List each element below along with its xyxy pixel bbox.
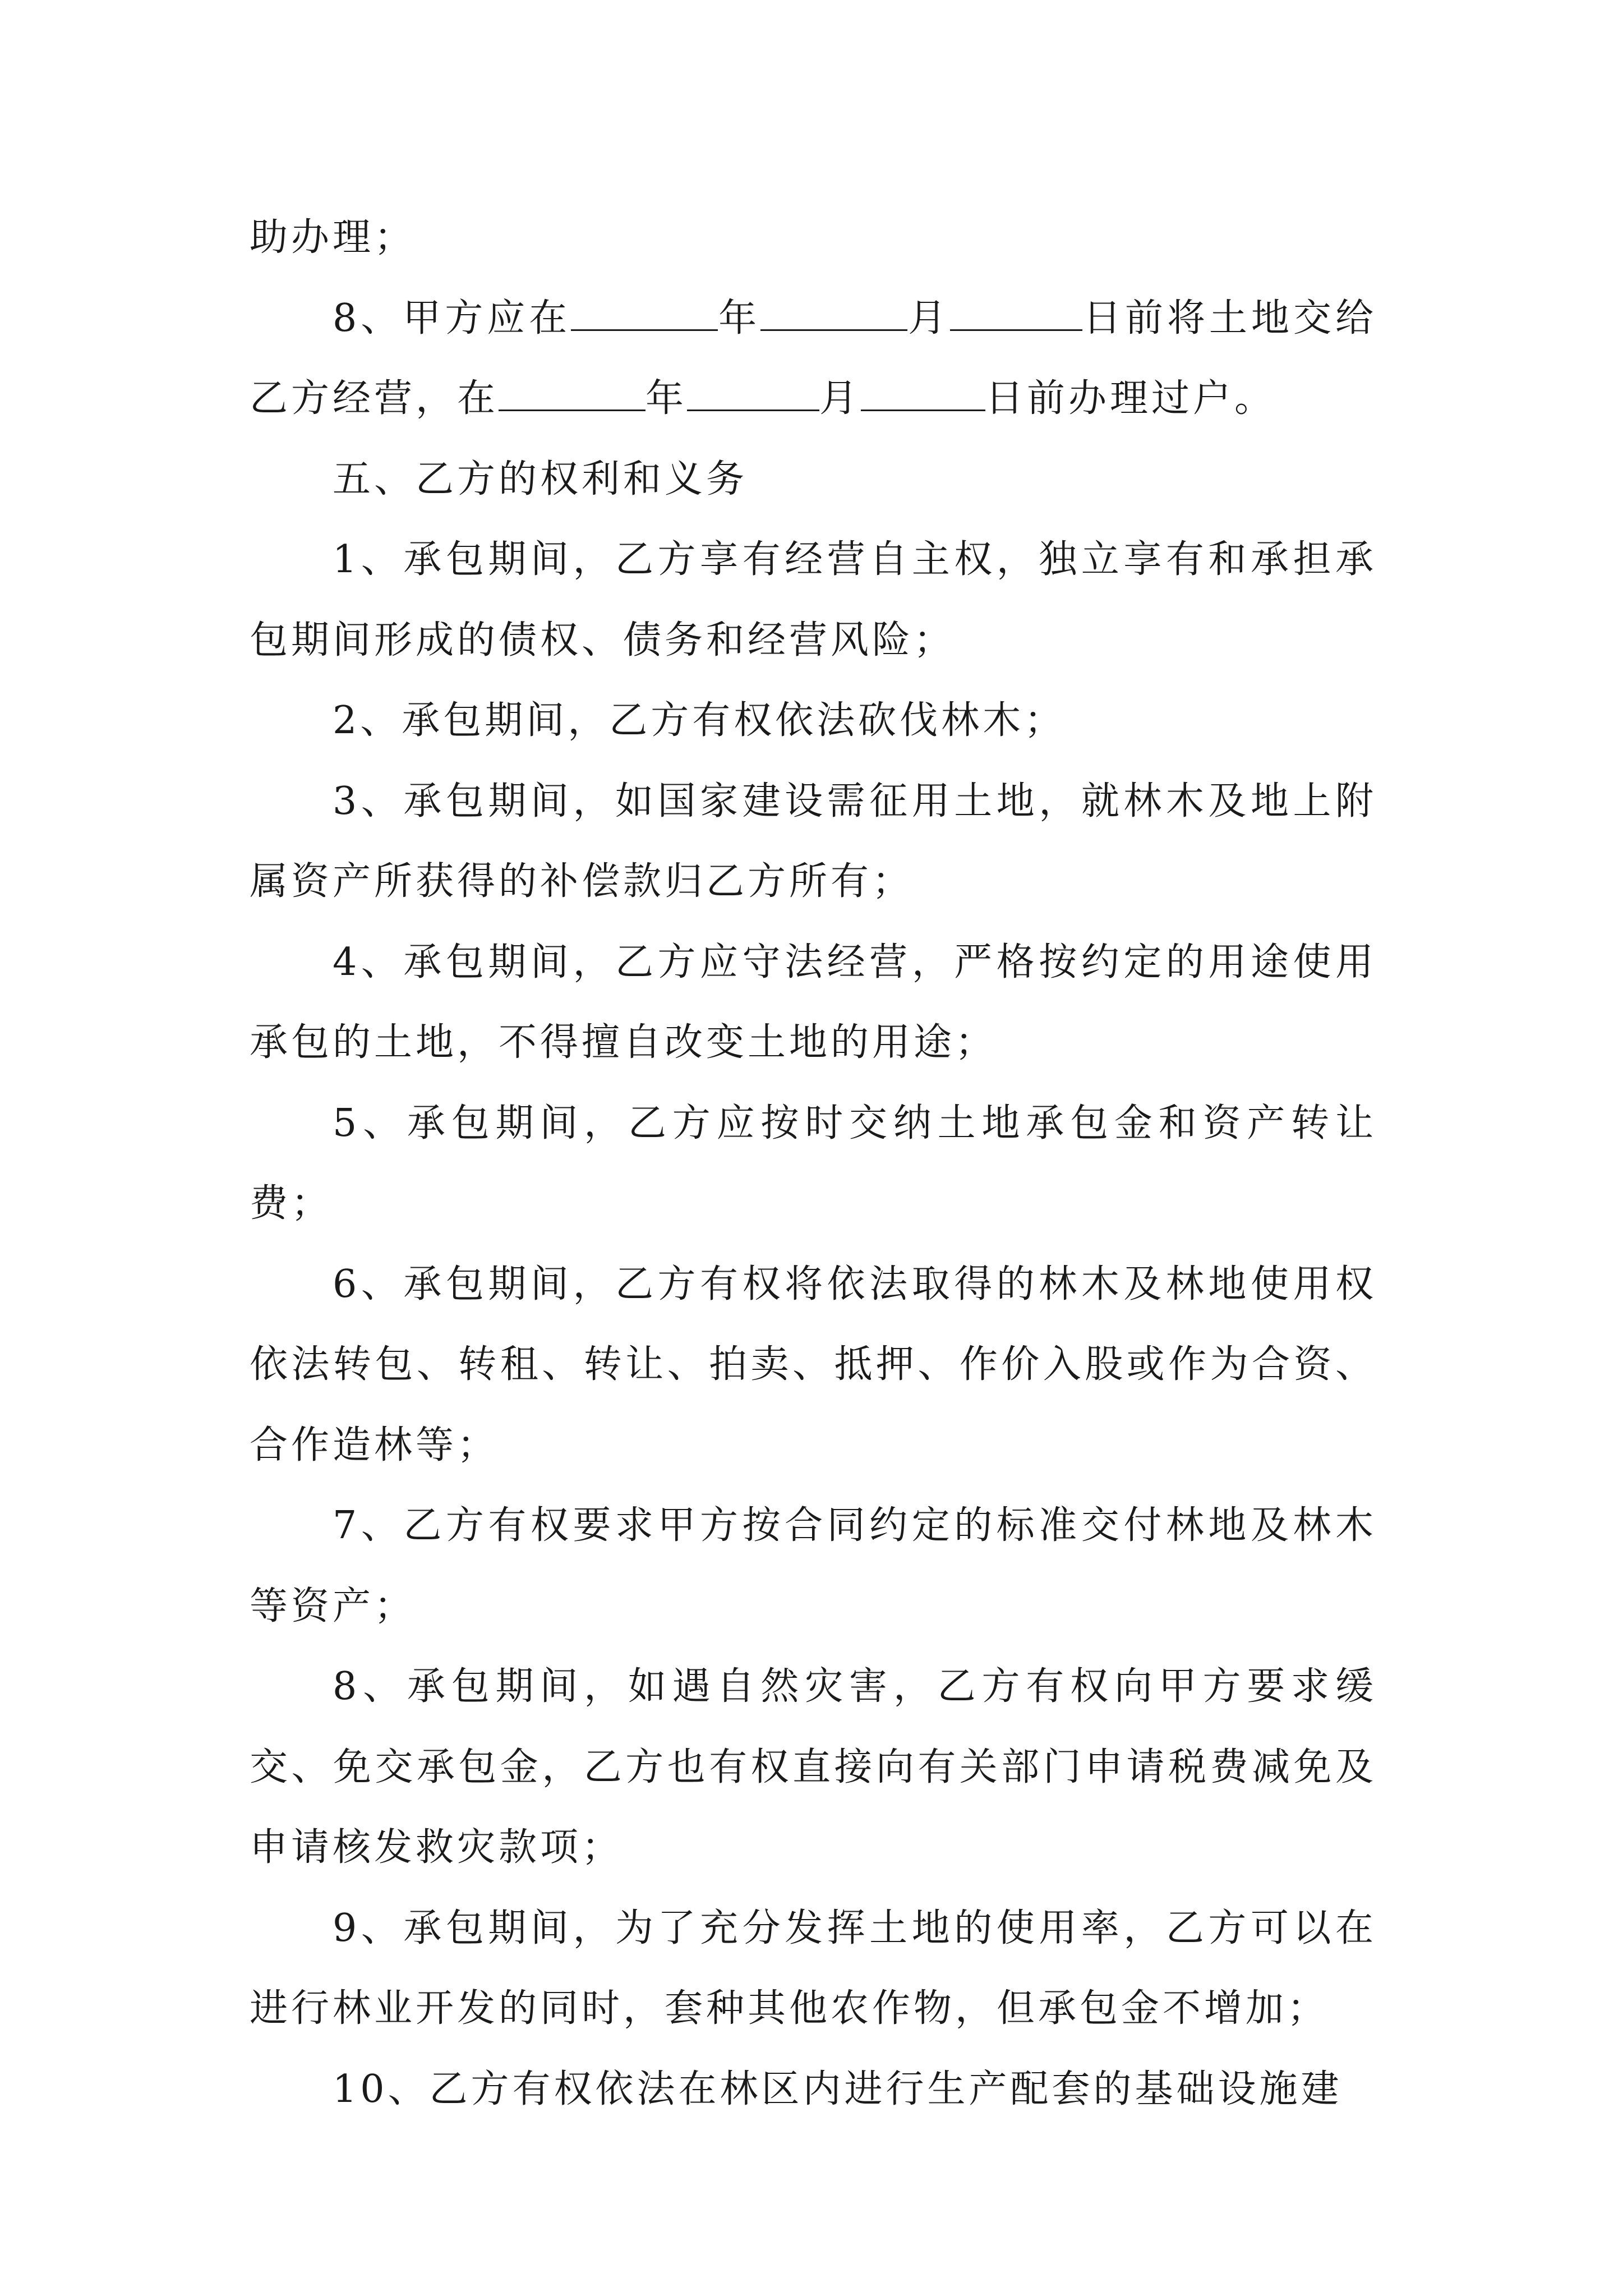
day-blank-1 — [950, 297, 1082, 331]
year-label: 年 — [718, 296, 761, 341]
clause-1: 1、承包期间，乙方享有经营自主权，独立享有和承担承包期间形成的债权、债务和经营风险； — [250, 537, 1377, 662]
clause-text: 日前办理过户。 — [985, 376, 1276, 421]
year-label: 年 — [645, 376, 688, 421]
clause-text: 日前将土地交给乙方经营，在 — [250, 296, 1377, 421]
clause-text: 8、甲方应在 — [333, 296, 571, 341]
paragraph-continuation — [250, 197, 1377, 278]
clause-7: 7、乙方有权要求甲方按合同约定的标准交付林地及林木等资产； — [250, 1503, 1377, 1628]
clause-10: 10、乙方有权依法在林区内进行生产配套的基础设施建 — [333, 2067, 1343, 2111]
clause-2: 2、承包期间，乙方有权依法砍伐林木； — [333, 698, 1066, 743]
clause-5: 5、承包期间，乙方应按时交纳土地承包金和资产转让费； — [250, 1101, 1377, 1226]
clause-6: 6、承包期间，乙方有权将依法取得的林木及林地使用权依法转包、转租、转让、拍卖、抵押、作价入股或作为合资、合作造林等； — [250, 1262, 1377, 1467]
month-blank-2 — [687, 377, 819, 411]
clause-3: 3、承包期间，如国家建设需征用土地，就林木及地上附属资产所获得的补偿款归乙方所有； — [250, 779, 1377, 904]
document-body — [250, 197, 1377, 2129]
month-blank-1 — [760, 297, 907, 331]
day-blank-2 — [861, 377, 985, 411]
month-label: 月 — [907, 296, 951, 341]
clause-4: 4、承包期间，乙方应守法经营，严格按约定的用途使用承包的土地，不得擅自改变土地的用途； — [250, 940, 1377, 1065]
clause-8-handover — [250, 278, 1377, 439]
paragraph-text: 助办理； — [250, 215, 416, 260]
section-heading: 五、乙方的权利和义务 — [333, 457, 748, 501]
clause-9: 9、承包期间，为了充分发挥土地的使用率，乙方可以在进行林业开发的同时，套种其他农作物，但承包金不增加； — [250, 1906, 1377, 2031]
year-blank-2 — [499, 377, 645, 411]
month-label: 月 — [819, 376, 861, 421]
year-blank-1 — [571, 297, 718, 331]
clause-8: 8、承包期间，如遇自然灾害，乙方有权向甲方要求缓交、免交承包金，乙方也有权直接向有关部门申请税费减免及申请核发救灾款项； — [250, 1664, 1377, 1870]
